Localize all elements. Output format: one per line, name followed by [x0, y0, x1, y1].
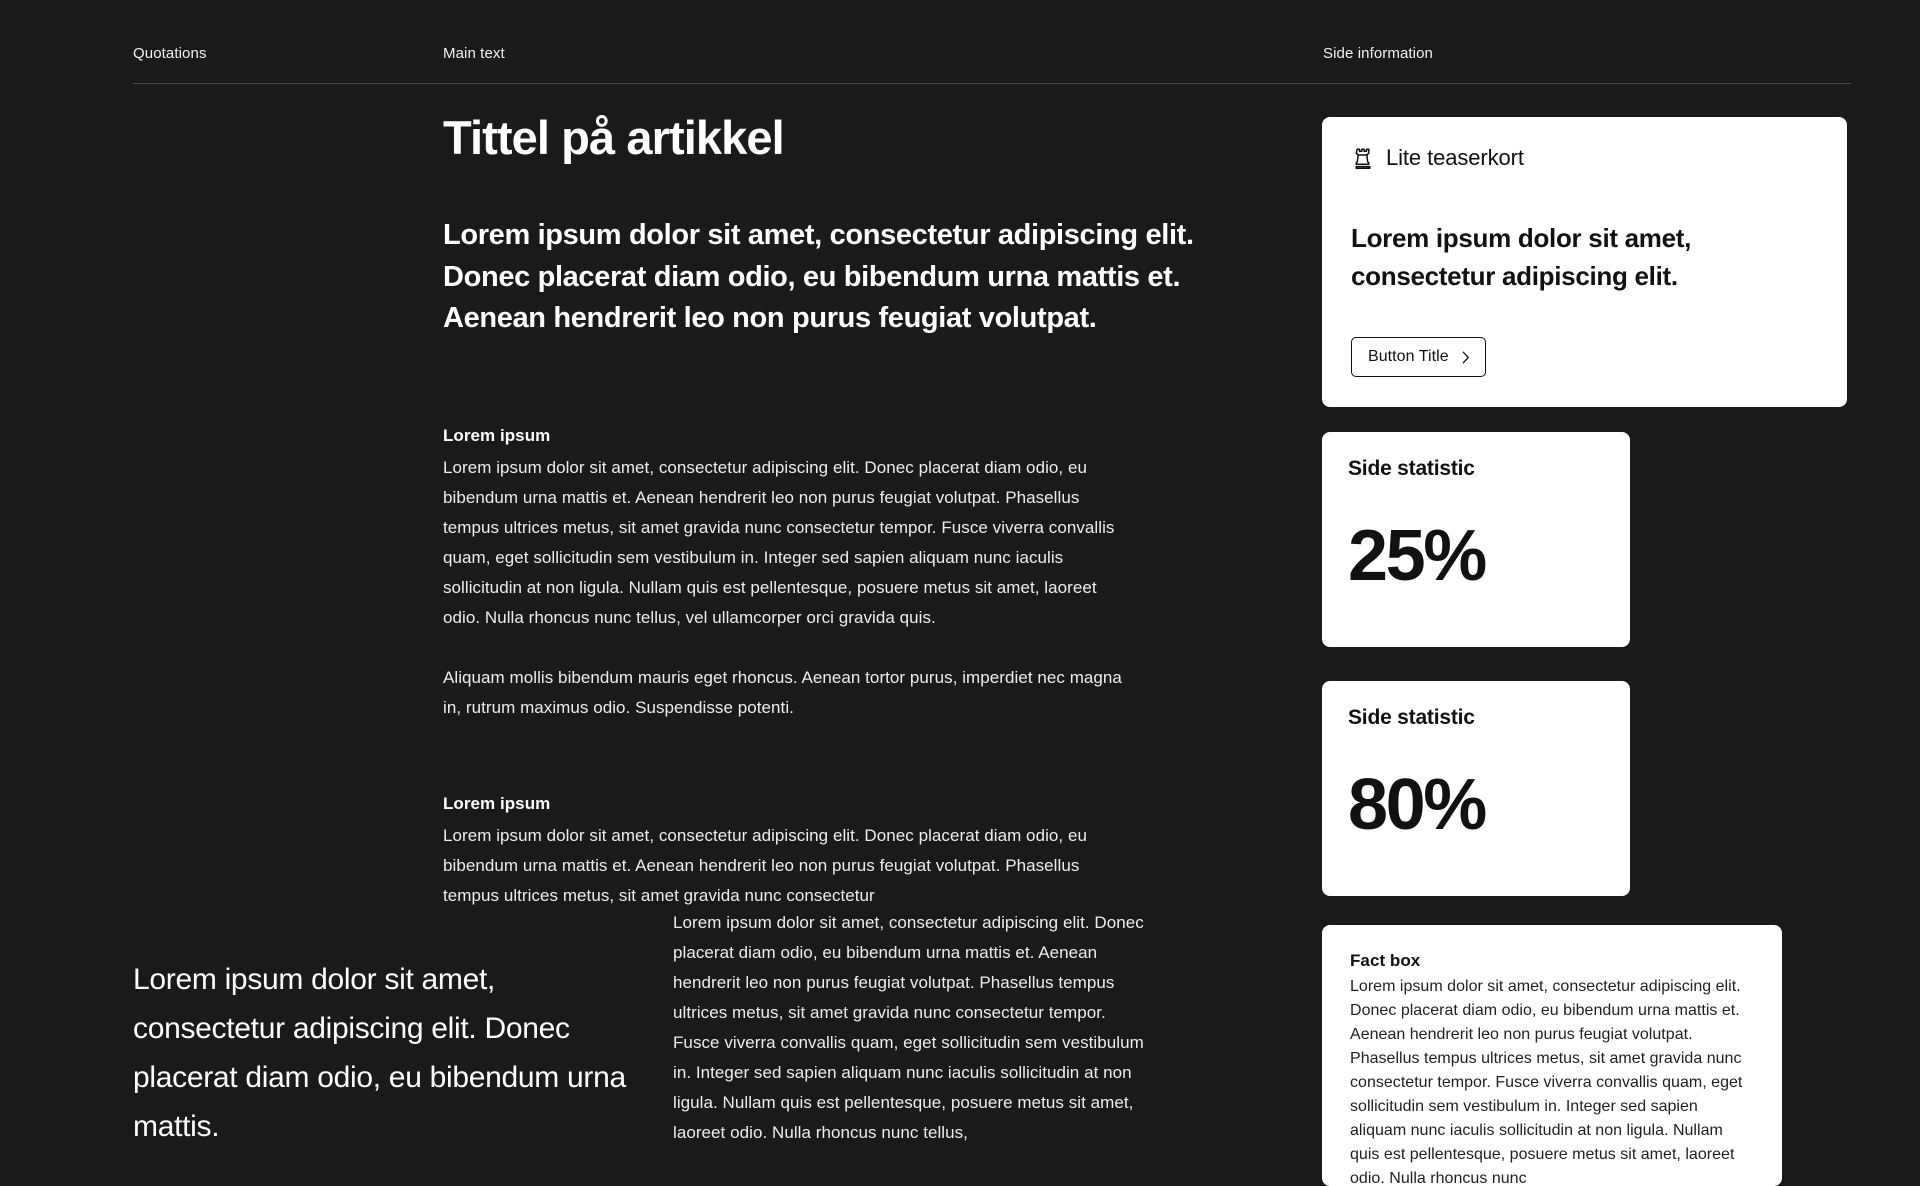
- page-title: Tittel på artikkel: [443, 111, 784, 164]
- section-2-heading: Lorem ipsum: [443, 794, 551, 813]
- fact-box-title: Fact box: [1350, 951, 1421, 970]
- article-header: [443, 110, 1263, 340]
- statistic-label: Side statistic: [1348, 457, 1475, 480]
- statistic-label: Side statistic: [1348, 706, 1475, 729]
- teaser-card[interactable]: [1322, 117, 1847, 407]
- column-header-rail: [133, 44, 1851, 84]
- side-statistic-card: [1322, 432, 1630, 647]
- teaser-cta-label: Button Title: [1368, 348, 1449, 365]
- statistic-value: 25%: [1348, 516, 1485, 596]
- chess-rook-icon: [1351, 146, 1375, 170]
- rail-label-side-information: Side information: [1323, 45, 1433, 62]
- rail-label-main-text: Main text: [443, 45, 505, 62]
- pull-quote: Lorem ipsum dolor sit amet, consectetur adipiscing elit. Donec placerat diam odio, eu bibendum urna mattis.: [133, 963, 626, 1143]
- section-1-heading: Lorem ipsum: [443, 426, 551, 445]
- fact-box: [1322, 925, 1782, 1186]
- inset-paragraph: Lorem ipsum dolor sit amet, consectetur adipiscing elit. Donec placerat diam odio, eu bibendum urna mattis et. Aenean hendrerit leo non purus feugiat volutpat. Phasellus tempus ultrices metus, sit amet gravida nunc consectetur tempor. Fusce viverra convallis quam, eget sollicitudin sem vestibulum in. Integer sed sapien aliquam nunc iaculis sollicitudin at non ligula. Nullam quis est pellentesque, posuere metus sit amet, laoreet odio. Nulla rhoncus nunc tellus,: [673, 913, 1144, 1142]
- section-2-paragraph-1: Lorem ipsum dolor sit amet, consectetur adipiscing elit. Donec placerat diam odio, eu bibendum urna mattis et. Aenean hendrerit leo non purus feugiat volutpat. Phasellus tempus ultrices metus, sit amet gravida nunc consectetur: [443, 826, 1087, 905]
- article-lead: Lorem ipsum dolor sit amet, consectetur adipiscing elit. Donec placerat diam odio, eu bibendum urna mattis et. Aenean hendrerit leo non purus feugiat volutpat.: [443, 219, 1194, 334]
- section-1-paragraph-1: Lorem ipsum dolor sit amet, consectetur adipiscing elit. Donec placerat diam odio, eu bibendum urna mattis et. Aenean hendrerit leo non purus feugiat volutpat. Phasellus tempus ultrices metus, sit amet gravida nunc consectetur tempor. Fusce viverra convallis quam, eget sollicitudin sem vestibulum in. Integer sed sapien aliquam nunc iaculis sollicitudin at non ligula. Nullam quis est pellentesque, posuere metus sit amet, laoreet odio. Nulla rhoncus nunc tellus, vel ullamcorper orci gravida quis.: [443, 458, 1115, 627]
- teaser-cta-button[interactable]: [1351, 337, 1486, 377]
- inset-text-column: [673, 908, 1153, 1148]
- teaser-eyebrow: [1351, 144, 1818, 172]
- statistic-value: 80%: [1348, 765, 1485, 845]
- article-section-2: [443, 792, 1133, 911]
- section-1-paragraph-2: Aliquam mollis bibendum mauris eget rhoncus. Aenean tortor purus, imperdiet nec magna in, rutrum maximus odio. Suspendisse potenti.: [443, 668, 1122, 717]
- rail-label-quotations: Quotations: [133, 45, 207, 62]
- chevron-right-icon: [1462, 351, 1470, 364]
- article-section-1: [443, 424, 1133, 723]
- teaser-eyebrow-label: Lite teaserkort: [1386, 145, 1524, 170]
- side-statistic-card: [1322, 681, 1630, 896]
- fact-box-body: Lorem ipsum dolor sit amet, consectetur adipiscing elit. Donec placerat diam odio, eu bibendum urna mattis et. Aenean hendrerit leo non purus feugiat volutpat. Phasellus tempus ultrices metus, sit amet gravida nunc consectetur tempor. Fusce viverra convallis quam, eget sollicitudin sem vestibulum in. Integer sed sapien aliquam nunc iaculis sollicitudin at non ligula. Nullam quis est pellentesque, posuere metus sit amet, laoreet odio. Nulla rhoncus nunc: [1350, 978, 1743, 1186]
- teaser-title: Lorem ipsum dolor sit amet, consectetur adipiscing elit.: [1351, 223, 1692, 291]
